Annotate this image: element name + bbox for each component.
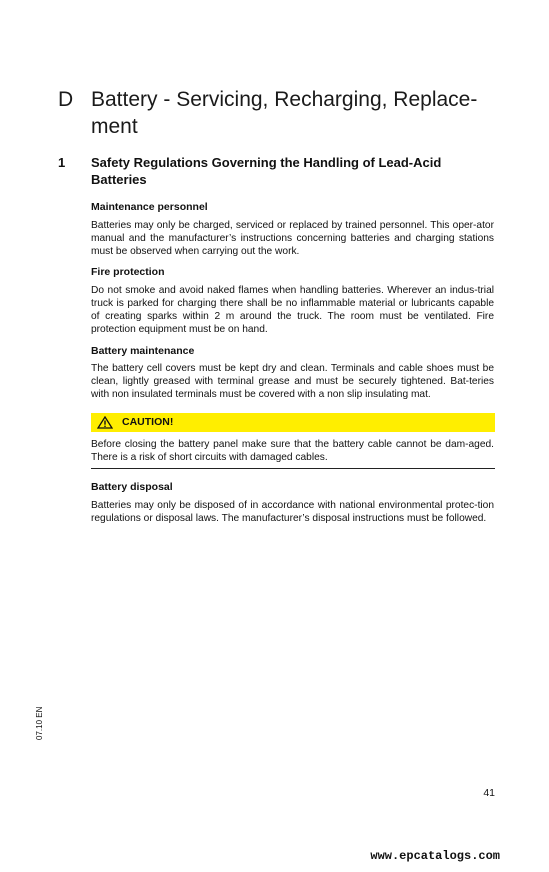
section-number: 1 — [58, 155, 66, 170]
chapter-letter: D — [58, 88, 74, 111]
maintenance-personnel-heading: Maintenance personnel — [91, 201, 208, 213]
battery-disposal-text: Batteries may only be disposed of in accordance with national environmental protec-tion regulations or disposal laws. The manufacturer’s disposal instructions must be followed. — [91, 500, 494, 524]
section-title: Safety Regulations Governing the Handling of Lead-Acid Batteries — [91, 155, 442, 187]
caution-label: CAUTION! — [122, 416, 174, 428]
fire-protection-heading: Fire protection — [91, 266, 165, 278]
warning-triangle-icon — [97, 416, 113, 429]
edition-note: 07.10 EN — [35, 706, 44, 740]
footer-url: www.epcatalogs.com — [370, 849, 500, 863]
page-number: 41 — [483, 787, 495, 799]
chapter-title: Battery - Servicing, Recharging, Replace-ment — [91, 88, 478, 138]
maintenance-personnel-text: Batteries may only be charged, serviced or replaced by trained personnel. This oper-ator manual and the manufacturer’s instructions concerning batteries and charging stations must be observed when carrying out the work. — [91, 220, 494, 257]
caution-banner — [91, 413, 495, 432]
battery-disposal-heading: Battery disposal — [91, 481, 173, 493]
fire-protection-text: Do not smoke and avoid naked flames when handling batteries. Wherever an indus-trial truck is parked for charging there shall be no inflammable material or lubricants capable of creating sparks within 2 m around the truck. The room must be ventilated. Fire protection equipment must be on hand. — [91, 285, 494, 335]
battery-maintenance-text: The battery cell covers must be kept dry and clean. Terminals and cable shoes must be clean, lightly greased with terminal grease and must be securely tightened. Bat-teries with non insulated terminals must be covered with a non slip insulating mat. — [91, 363, 494, 400]
caution-divider — [91, 468, 495, 469]
battery-maintenance-heading: Battery maintenance — [91, 345, 195, 357]
caution-text: Before closing the battery panel make sure that the battery cable cannot be dam-aged. There is a risk of short circuits with damaged cables. — [91, 439, 494, 463]
